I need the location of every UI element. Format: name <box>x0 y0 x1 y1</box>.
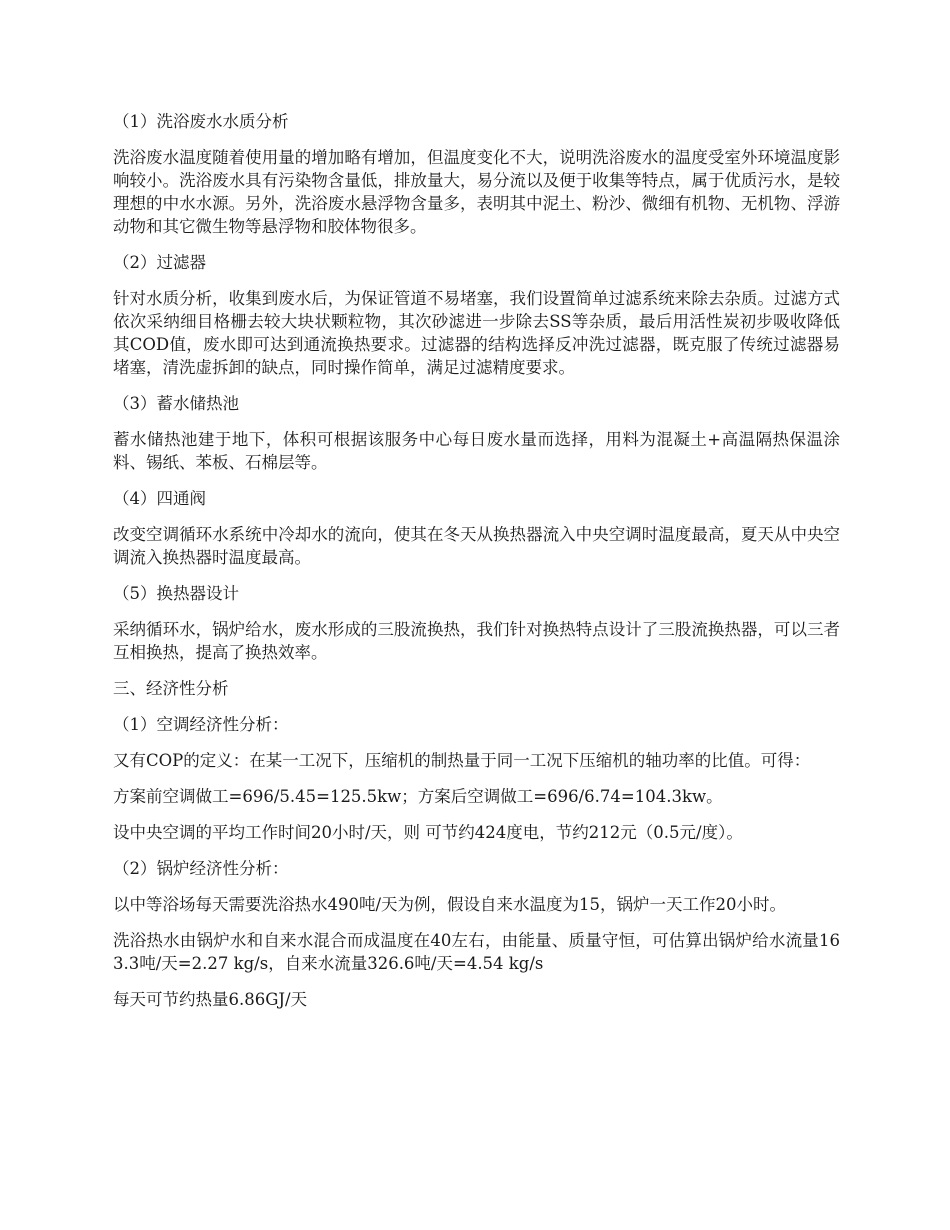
paragraph-heat-exchanger: 采纳循环水，锅炉给水，废水形成的三股流换热，我们针对换热特点设计了三股流换热器，可以三者互相换热，提高了换热效率。 <box>113 620 840 662</box>
subsection-heading-ac-economics: （1）空调经济性分析： <box>113 715 289 734</box>
paragraph-filter: 针对水质分析，收集到废水后，为保证管道不易堵塞，我们设置简单过滤系统来除去杂质。过滤方式依次采纳细目格栅去较大块状颗粒物，其次砂滤进一步除去SS等杂质，最后用活性炭初步吸收降低其COD值，废水即可达到通流换热要求。过滤器的结构选择反冲洗过滤器，既克服了传统过滤器易堵塞，清洗虚拆卸的缺点，同时操作简单，满足过滤精度要求。 <box>113 289 840 377</box>
section-heading-economic-analysis: 三、经济性分析 <box>113 679 229 698</box>
section-heading-wastewater-quality: （1）洗浴废水水质分析 <box>113 112 289 131</box>
section-heading-filter: （2）过滤器 <box>113 253 206 272</box>
section-heading-storage-tank: （3）蓄水储热池 <box>113 394 239 413</box>
document-body <box>113 110 840 1024</box>
section-heading-four-way-valve: （4）四通阀 <box>113 489 206 508</box>
paragraph-storage-tank: 蓄水储热池建于地下，体积可根据该服务中心每日废水量而选择，用料为混凝土+高温隔热保温涂料、锡纸、苯板、石棉层等。 <box>113 430 840 472</box>
paragraph-boiler-flow-calc: 洗浴热水由锅炉水和自来水混合而成温度在40左右，由能量、质量守恒，可估算出锅炉给水流量163.3吨/天=2.27 kg/s，自来水流量326.6吨/天=4.54 kg/s <box>113 931 840 973</box>
section-heading-heat-exchanger: （5）换热器设计 <box>113 584 239 603</box>
subsection-heading-boiler-economics: （2）锅炉经济性分析： <box>113 859 289 878</box>
paragraph-ac-savings: 设中央空调的平均工作时间20小时/天，则 可节约424度电，节约212元（0.5元/度）。 <box>113 823 743 842</box>
paragraph-ac-work-calc: 方案前空调做工=696/5.45=125.5kw；方案后空调做工=696/6.74=104.3kw。 <box>113 787 723 806</box>
paragraph-bath-assumption: 以中等浴场每天需要洗浴热水490吨/天为例，假设自来水温度为15，锅炉一天工作20小时。 <box>113 895 787 914</box>
paragraph-wastewater-quality: 洗浴废水温度随着使用量的增加略有增加，但温度变化不大，说明洗浴废水的温度受室外环境温度影响较小。洗浴废水具有污染物含量低，排放量大，易分流以及便于收集等特点，属于优质污水，是较理想的中水水源。另外，洗浴废水悬浮物含量多，表明其中泥土、粉沙、微细有机物、无机物、浮游动物和其它微生物等悬浮物和胶体物很多。 <box>113 148 840 236</box>
paragraph-cop-definition: 又有COP的定义：在某一工况下，压缩机的制热量于同一工况下压缩机的轴功率的比值。可得： <box>113 751 811 770</box>
paragraph-four-way-valve: 改变空调循环水系统中冷却水的流向，使其在冬天从换热器流入中央空调时温度最高，夏天从中央空调流入换热器时温度最高。 <box>113 525 840 567</box>
paragraph-heat-savings: 每天可节约热量6.86GJ/天 <box>113 990 308 1009</box>
